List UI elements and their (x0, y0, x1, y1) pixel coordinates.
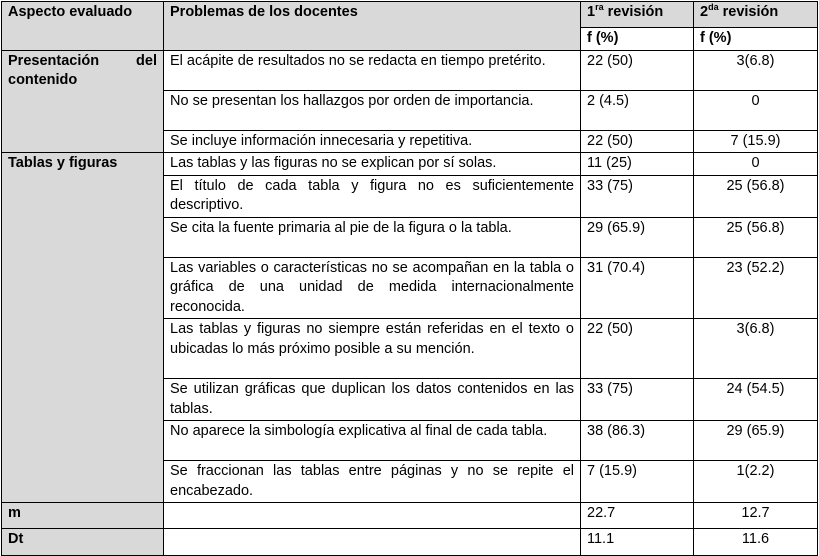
header-rev2 (694, 2, 818, 28)
problem-cell: Se incluye información innecesaria y repetitiva. (164, 130, 581, 153)
rev1-cell: 11 (25) (581, 153, 694, 176)
summary-row (2, 503, 818, 529)
summary-label: m (2, 503, 164, 529)
summary-rev1: 11.1 (581, 529, 694, 556)
rev1-cell: 38 (86.3) (581, 421, 694, 461)
summary-rev2: 11.6 (694, 529, 818, 556)
rev2-cell: 0 (694, 90, 818, 130)
rev2-num: 2 (700, 4, 709, 20)
summary-empty (164, 503, 581, 529)
header-rev1 (581, 2, 694, 28)
rev2-cell: 7 (15.9) (694, 130, 818, 153)
summary-rev1: 22.7 (581, 503, 694, 529)
summary-row (2, 529, 818, 556)
problem-cell: Las variables o características no se acompañan en la tabla o gráfica de una unidad de medida internacionalmente reconocida. (164, 257, 581, 319)
rev2-cell: 25 (56.8) (694, 217, 818, 257)
rev2-cell: 23 (52.2) (694, 257, 818, 319)
header-freq1: f (%) (581, 28, 694, 51)
rev2-cell: 25 (56.8) (694, 175, 818, 217)
rev2-cell: 24 (54.5) (694, 379, 818, 421)
group-label: Tablas y figuras (2, 153, 164, 503)
header-problems: Problemas de los docentes (164, 2, 581, 51)
rev1-cell: 31 (70.4) (581, 257, 694, 319)
problem-cell: No se presentan los hallazgos por orden de importancia. (164, 90, 581, 130)
rev1-cell: 2 (4.5) (581, 90, 694, 130)
rev2-cell: 29 (65.9) (694, 421, 818, 461)
rev1-cell: 22 (50) (581, 319, 694, 379)
problem-cell: El título de cada tabla y figura no es suficientemente descriptivo. (164, 175, 581, 217)
header-freq2: f (%) (694, 28, 818, 51)
problem-cell: El acápite de resultados no se redacta en tiempo pretérito. (164, 50, 581, 90)
rev1-cell: 33 (75) (581, 175, 694, 217)
rev1-cell: 7 (15.9) (581, 461, 694, 503)
rev2-word: revisión (718, 4, 779, 20)
problem-cell: Se cita la fuente primaria al pie de la figura o la tabla. (164, 217, 581, 257)
rev2-cell: 1(2.2) (694, 461, 818, 503)
results-table (1, 1, 818, 556)
problem-cell: Las tablas y figuras no siempre están referidas en el texto o ubicadas lo más próximo posible a su mención. (164, 319, 581, 379)
header-aspect: Aspecto evaluado (2, 2, 164, 51)
table-row (2, 153, 818, 176)
rev1-word: revisión (603, 4, 664, 20)
problem-cell: Se utilizan gráficas que duplican los datos contenidos en las tablas. (164, 379, 581, 421)
summary-rev2: 12.7 (694, 503, 818, 529)
rev2-cell: 0 (694, 153, 818, 176)
header-row (2, 2, 818, 28)
group-label: Presentación del contenido (2, 50, 164, 153)
rev1-num: 1 (587, 4, 596, 20)
rev2-cell: 3(6.8) (694, 50, 818, 90)
summary-label: Dt (2, 529, 164, 556)
problem-cell: Las tablas y las figuras no se explican por sí solas. (164, 153, 581, 176)
rev2-cell: 3(6.8) (694, 319, 818, 379)
rev1-cell: 29 (65.9) (581, 217, 694, 257)
rev1-sup: ra (595, 2, 604, 12)
problem-cell: No aparece la simbología explicativa al final de cada tabla. (164, 421, 581, 461)
table-row (2, 50, 818, 90)
rev1-cell: 33 (75) (581, 379, 694, 421)
problem-cell: Se fraccionan las tablas entre páginas y no se repite el encabezado. (164, 461, 581, 503)
rev1-cell: 22 (50) (581, 50, 694, 90)
rev2-sup: da (708, 2, 719, 12)
rev1-cell: 22 (50) (581, 130, 694, 153)
summary-empty (164, 529, 581, 556)
